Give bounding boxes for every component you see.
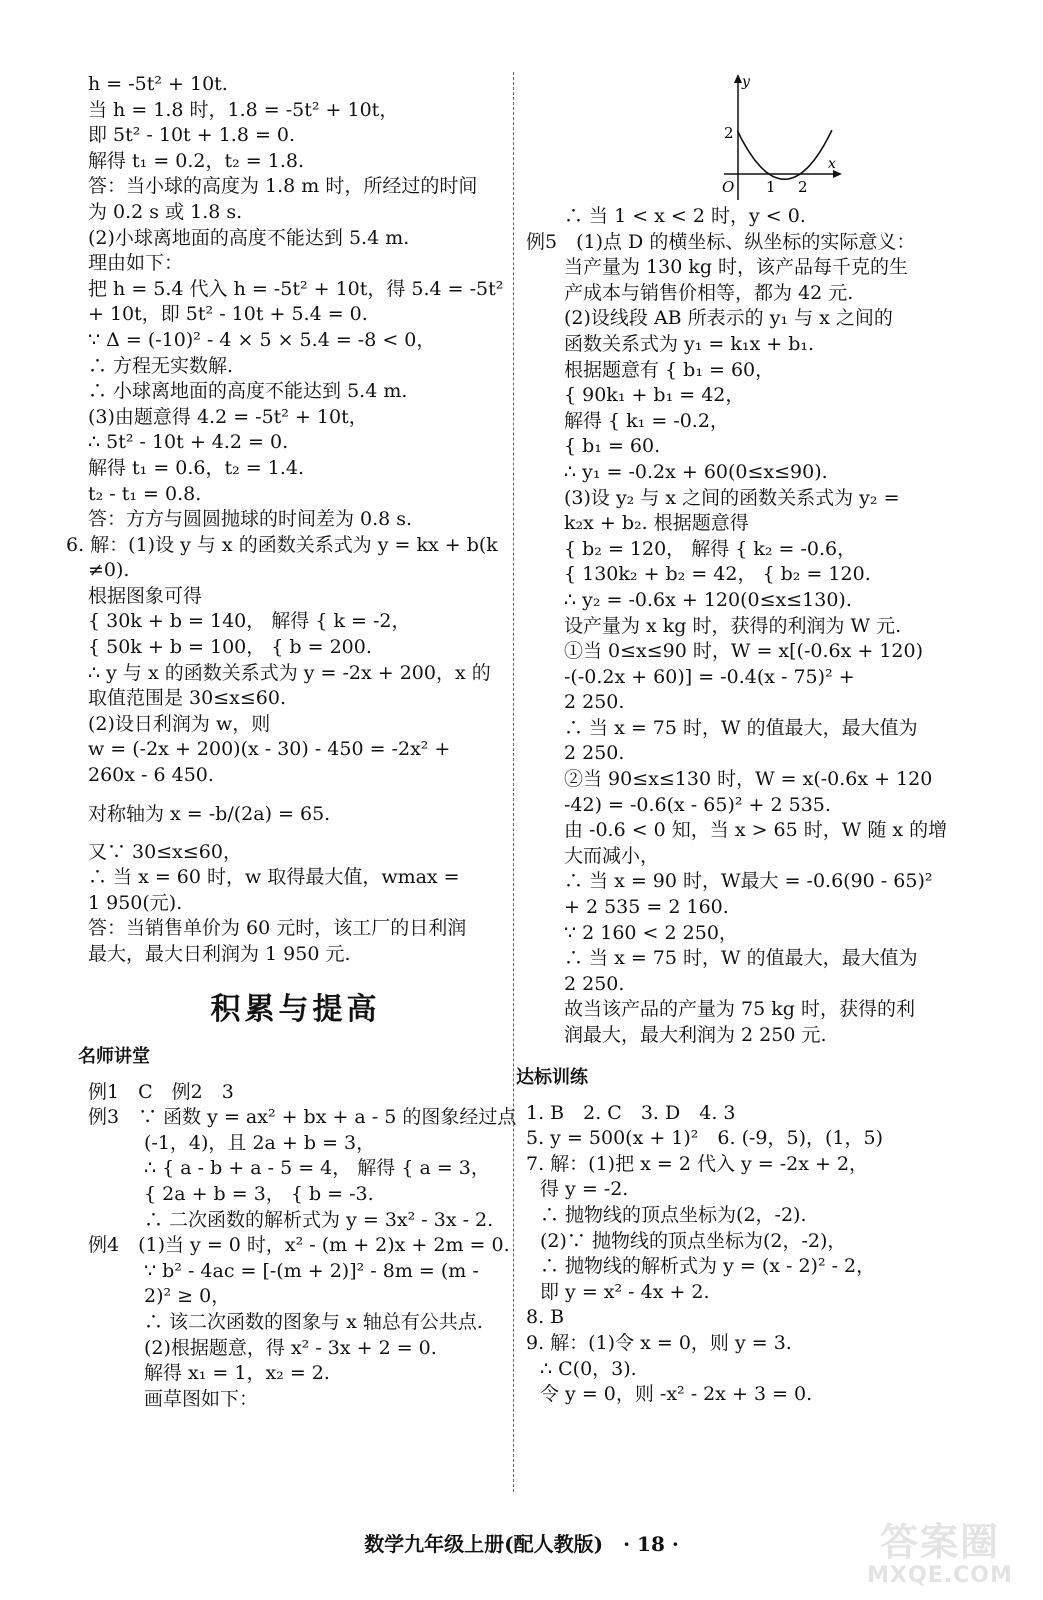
text-line: 产成本与销售价相等，都为 42 元.: [564, 281, 854, 304]
text-line: { 30k + b = 140， 解得 { k = -2，: [88, 610, 411, 633]
text-line: 9. 解：(1)令 x = 0，则 y = 3.: [526, 1331, 792, 1354]
text-line: ∴ { a - b + a - 5 = 4， 解得 { a = 3，: [144, 1157, 490, 1180]
text-line: { 130k₂ + b₂ = 42， { b₂ = 120.: [564, 563, 871, 586]
text-line: 最大，最大日利润为 1 950 元.: [88, 943, 351, 965]
examples-block: [88, 1080, 517, 1413]
watermark-url: MXQE.COM: [867, 1563, 1013, 1588]
text-line: ∵ Δ = (-10)² - 4 × 5 × 5.4 = -8 < 0，: [88, 328, 436, 351]
page-footer: 数学九年级上册(配人教版) · 18 ·: [364, 1532, 679, 1556]
text-line: 解得 t₁ = 0.2，t₂ = 1.8.: [88, 149, 305, 172]
text-line: (-1，4)，且 2a + b = 3，: [144, 1131, 376, 1154]
x-tick-2: 2: [798, 178, 808, 196]
text-line: 2 250.: [564, 691, 625, 714]
text-line: ∴ 当 x = 75 时，W 的值最大，最大值为: [564, 947, 918, 970]
text-line: 大而减小，: [564, 844, 660, 867]
text-line: (2)根据题意，得 x² - 3x + 2 = 0.: [144, 1336, 437, 1359]
text-line: ∴ C(0，3).: [540, 1357, 637, 1380]
text-line: ①当 0≤x≤90 时，W = x[(-0.6x + 120): [564, 640, 923, 663]
example-5-block: [526, 204, 956, 1049]
y-tick-2: 2: [724, 124, 734, 142]
text-line: { 2a + b = 3， { b = -3.: [144, 1182, 374, 1205]
text-line: t₂ - t₁ = 0.8.: [88, 482, 202, 505]
x-tick-1: 1: [766, 178, 776, 196]
text-line: (2)∵ 抛物线的顶点坐标为(2，-2)，: [540, 1229, 847, 1252]
parabola-sketch: [716, 72, 846, 204]
text-line: ∴ 当 1 < x < 2 时，y < 0.: [564, 205, 806, 227]
x-axis-label: x: [828, 156, 836, 172]
text-line: ∴ y₂ = -0.6x + 120(0≤x≤130).: [564, 588, 852, 611]
text-line: 解得 { k₁ = -0.2，: [564, 409, 729, 432]
text-line: 2)² ≥ 0，: [144, 1285, 231, 1308]
origin-label: O: [722, 178, 735, 196]
watermark-text: 答案圈: [879, 1520, 1000, 1564]
text-line: 2 250.: [564, 742, 625, 765]
sub-heading-practice: 达标训练: [516, 1066, 588, 1088]
sub-heading-teacher-lecture: 名师讲堂: [78, 1045, 150, 1067]
text-line: ∴ 该二次函数的图象与 x 轴总有公共点.: [144, 1310, 483, 1333]
text-line: (2)设线段 AB 所表示的 y₁ 与 x 之间的: [564, 307, 893, 330]
section-title: 积累与提高: [210, 991, 381, 1027]
text-line: ∴ 二次函数的解析式为 y = 3x² - 3x - 2.: [144, 1208, 494, 1231]
text-line: { b₂ = 120， 解得 { k₂ = -0.6，: [564, 537, 857, 560]
text-line: 1. B 2. C 3. D 4. 3: [526, 1101, 736, 1124]
text-line: 8. B: [526, 1306, 565, 1329]
text-line: 解得 t₁ = 0.6，t₂ = 1.4.: [88, 456, 305, 479]
right-column: [516, 72, 956, 1408]
text-line: 把 h = 5.4 代入 h = -5t² + 10t，得 5.4 = -5t²: [88, 277, 504, 300]
text-line: { 90k₁ + b₁ = 42，: [564, 384, 745, 407]
text-line: 解得 x₁ = 1，x₂ = 2.: [144, 1362, 330, 1385]
text-line: (3)由题意得 4.2 = -5t² + 10t，: [88, 405, 368, 428]
text-line: ②当 90≤x≤130 时，W = x(-0.6x + 120: [564, 768, 933, 791]
text-line: 当产量为 130 kg 时，该产品每千克的生: [564, 256, 909, 279]
text-line: 答：方方与圆圆抛球的时间差为 0.8 s.: [88, 508, 413, 531]
text-line: ∴ 5t² - 10t + 4.2 = 0.: [88, 431, 289, 454]
text-line: k₂x + b₂. 根据题意得: [564, 512, 749, 535]
text-line: 例3 ∵ 函数 y = ax² + bx + a - 5 的图象经过点: [88, 1106, 517, 1129]
text-line: ∴ 当 x = 90 时，W最大 = -0.6(90 - 65)²: [564, 870, 933, 893]
text-line: 根据题意有 { b₁ = 60，: [564, 358, 775, 381]
text-line: 6. 解：(1)设 y 与 x 的函数关系式为 y = kx + b(k: [66, 533, 498, 556]
text-line: 当 h = 1.8 时，1.8 = -5t² + 10t，: [88, 98, 399, 121]
text-line: w = (-2x + 200)(x - 30) - 450 = -2x² +: [88, 738, 451, 761]
text-line: -(-0.2x + 60)] = -0.4(x - 75)² +: [564, 665, 855, 688]
text-line: 即 5t² - 10t + 1.8 = 0.: [88, 124, 296, 147]
parabola-curve: [737, 130, 832, 179]
text-line: (2)设日利润为 w，则: [88, 712, 271, 735]
text-line: 答：当小球的高度为 1.8 m 时，所经过的时间: [88, 175, 478, 198]
text-line: 为 0.2 s 或 1.8 s.: [88, 200, 243, 223]
text-line: 函数关系式为 y₁ = k₁x + b₁.: [564, 332, 815, 355]
text-line: 例1 C 例2 3: [88, 1080, 234, 1103]
text-line: ∴ 当 x = 75 时，W 的值最大，最大值为: [564, 716, 918, 739]
text-line: ∴ 当 x = 60 时，w 取得最大值，wmax =: [88, 866, 460, 889]
text-line: ∴ y 与 x 的函数关系式为 y = -2x + 200，x 的: [88, 661, 491, 684]
text-line: 1 950(元).: [88, 891, 183, 914]
text-line: 润最大，最大利润为 2 250 元.: [564, 1024, 827, 1046]
text-line: ∴ 小球离地面的高度不能达到 5.4 m.: [88, 380, 408, 403]
text-line: 设产量为 x kg 时，获得的利润为 W 元.: [564, 614, 902, 637]
text-line: 答：当销售单价为 60 元时，该工厂的日利润: [88, 917, 467, 940]
text-line: h = -5t² + 10t.: [88, 73, 228, 95]
text-line: 例4 (1)当 y = 0 时，x² - (m + 2)x + 2m = 0.: [88, 1234, 510, 1257]
text-line: 例5 (1)点 D 的横坐标、纵坐标的实际意义：: [526, 230, 916, 253]
text-line: ∴ y₁ = -0.2x + 60(0≤x≤90).: [564, 460, 828, 483]
text-line: 7. 解：(1)把 x = 2 代入 y = -2x + 2，: [526, 1152, 869, 1175]
left-solution-block: [66, 72, 504, 968]
text-line: 取值范围是 30≤x≤60.: [88, 687, 286, 710]
text-line: ≠0).: [88, 559, 130, 582]
text-line: 理由如下：: [88, 252, 184, 275]
text-line: ∵ b² - 4ac = [-(m + 2)]² - 8m = (m -: [144, 1259, 479, 1282]
text-line: 画草图如下：: [144, 1387, 259, 1410]
text-line: ∴ 方程无实数解.: [88, 354, 234, 377]
text-line: ∴ 抛物线的解析式为 y = (x - 2)² - 2，: [540, 1255, 876, 1278]
text-line: 根据图象可得: [88, 584, 203, 607]
text-line: { 50k + b = 100， { b = 200.: [88, 636, 372, 659]
practice-answers-block: [526, 1101, 956, 1408]
left-column: [66, 72, 517, 1412]
text-line: { b₁ = 60.: [564, 435, 661, 458]
text-line: 对称轴为 x = -b/(2a) = 65.: [88, 802, 331, 825]
text-line: + 10t，即 5t² - 10t + 5.4 = 0.: [88, 303, 368, 326]
watermark-logo: [855, 1520, 1025, 1590]
text-line: 2 250.: [564, 972, 625, 995]
text-line: 260x - 6 450.: [88, 764, 214, 787]
text-line: (3)设 y₂ 与 x 之间的函数关系式为 y₂ =: [564, 486, 900, 509]
text-line: 5. y = 500(x + 1)² 6. (-9，5)，(1，5): [526, 1127, 884, 1150]
y-axis-label: y: [742, 74, 750, 90]
text-line: ∴ 抛物线的顶点坐标为(2，-2).: [540, 1203, 807, 1226]
text-line: 故当该产品的产量为 75 kg 时，获得的利: [564, 998, 915, 1021]
text-line: 由 -0.6 < 0 知，当 x > 65 时，W 随 x 的增: [564, 819, 948, 842]
text-line: 得 y = -2.: [540, 1178, 629, 1201]
text-line: 即 y = x² - 4x + 2.: [540, 1280, 710, 1303]
text-line: ∵ 2 160 < 2 250，: [564, 921, 738, 944]
text-line: -42) = -0.6(x - 65)² + 2 535.: [564, 793, 831, 816]
column-divider: [513, 72, 514, 1492]
text-line: + 2 535 = 2 160.: [564, 896, 729, 919]
text-line: 又∵ 30≤x≤60，: [88, 840, 242, 863]
text-line: 令 y = 0，则 -x² - 2x + 3 = 0.: [540, 1383, 813, 1406]
y-axis-arrow: [734, 74, 742, 83]
text-line: (2)小球离地面的高度不能达到 5.4 m.: [88, 226, 410, 249]
